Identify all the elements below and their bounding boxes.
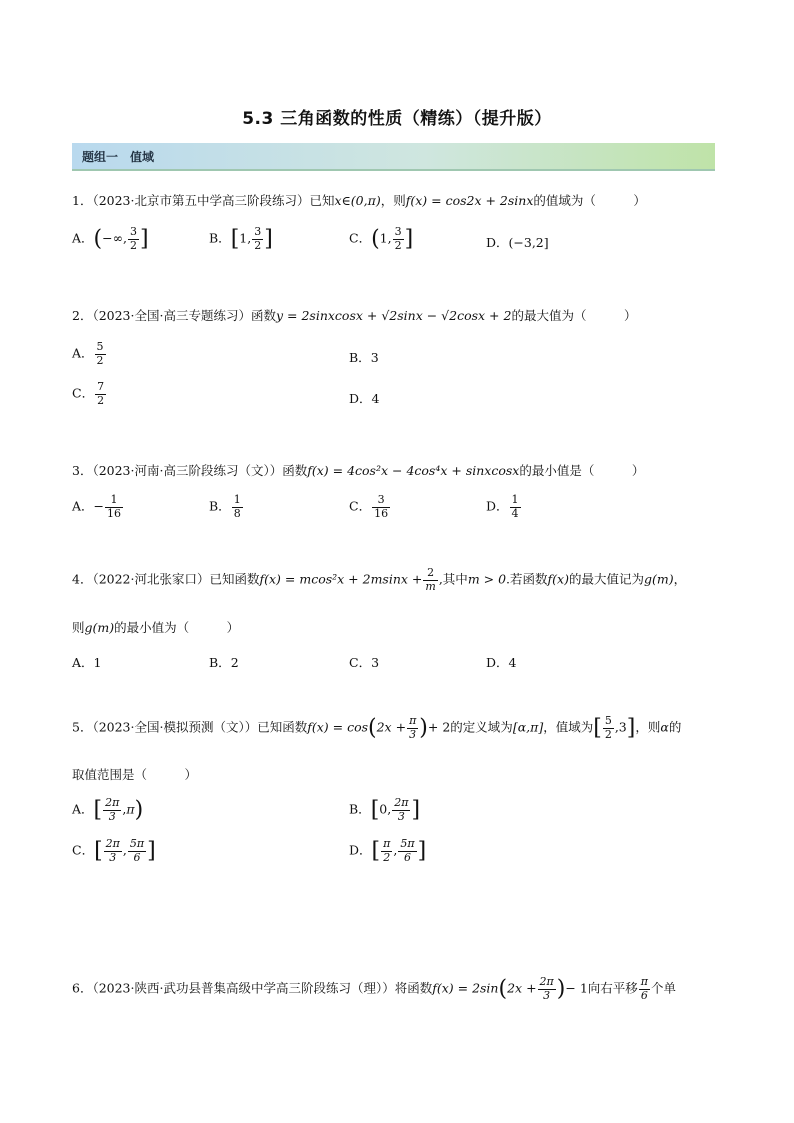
fraction-den: 16 [107, 506, 122, 520]
q4-option-a[interactable] [72, 653, 101, 671]
fraction-den: 6 [133, 850, 141, 864]
q5-option-d[interactable]: D．[ $\frac{\pi}{2}$ , $\frac{5\pi}{6}$ ] [349, 837, 427, 864]
fraction-num: 3 [372, 494, 390, 508]
question-text: 的最小值是（ ） [519, 463, 645, 478]
math-function: f(x) = cos2x + 2sinx [405, 193, 534, 208]
option-text: 4 [371, 391, 380, 406]
option-label: D． [349, 391, 372, 406]
option-text: 0 [379, 801, 388, 817]
math-expression: − 1 [565, 980, 588, 996]
question-source: （2023·全国·高三专题练习）函数 [92, 308, 276, 323]
q2-option-a[interactable] [72, 341, 107, 367]
fraction-den: 2 [394, 238, 402, 252]
question-text: .若函数 [506, 571, 548, 587]
question-5: 5．（2023·全国·模拟预测（文））已知函数f(x) = cos(2x + $\frac{\pi}{3}$ )+ 2的定义域为[α,π]，值域为[ $\frac{5}{2}$ ,3]，则α的 [72, 714, 682, 741]
question-text: 的最大值为（ ） [511, 308, 637, 323]
q1-option-b[interactable]: B．[1, $\frac{3}{2}$ ] [209, 225, 273, 252]
fraction-num: 2π [394, 796, 409, 809]
fraction-den: 3 [109, 850, 117, 864]
option-label: C． [349, 655, 372, 670]
fraction-num: 2π [105, 837, 120, 850]
fraction-den: 2 [97, 393, 105, 407]
option-sign: − [93, 498, 105, 514]
math-function: f(x) = mcos²x + 2msinx + [259, 571, 423, 587]
question-source: （2022·河北张家口）已知函数 [92, 571, 260, 587]
fraction-num: 1 [511, 493, 519, 506]
option-label: B． [209, 230, 231, 246]
fraction-den: 6 [640, 988, 648, 1002]
section-band [72, 143, 715, 171]
fraction-num: 5 [604, 714, 612, 727]
question-text: ， [673, 571, 687, 587]
q4-option-c[interactable] [349, 653, 379, 671]
math-expression: 2x + [376, 719, 407, 735]
question-text: 的值域为（ ） [533, 193, 646, 208]
option-label: C． [72, 385, 95, 401]
option-label: B． [209, 655, 231, 670]
fraction-num: 3 [394, 225, 402, 238]
option-label: A． [72, 655, 94, 670]
fraction-den: 8 [233, 506, 241, 520]
page-title: 5.3 三角函数的性质（精练）（提升版） [242, 109, 552, 129]
fraction-den: m [425, 579, 436, 593]
option-text: 3 [370, 350, 379, 365]
q1-option-a[interactable]: A．(−∞, $\frac{3}{2}$ ] [72, 225, 149, 252]
option-label: D． [486, 655, 509, 670]
math-symbol: α [660, 719, 669, 735]
option-label: A． [72, 801, 94, 817]
fraction-num: 5 [96, 340, 104, 353]
fraction-num: 3 [130, 225, 137, 238]
option-label: D． [486, 498, 509, 514]
fraction-num: 7 [97, 380, 105, 393]
option-text: π [126, 801, 135, 817]
fraction-num: 1 [105, 494, 123, 508]
fraction-num: 1 [233, 493, 241, 506]
question-text: 则 [72, 620, 85, 635]
question-number: 1． [72, 193, 93, 208]
question-text: ，则 [380, 193, 406, 208]
fraction-num: 2π [105, 796, 120, 809]
fraction-den: 2 [604, 727, 612, 741]
q3-option-a[interactable] [72, 494, 124, 520]
section-heading: 题组一 值域 [82, 150, 155, 164]
option-label: B． [349, 801, 371, 817]
option-label: C． [349, 230, 372, 246]
question-text: ,其中 [438, 571, 468, 587]
option-label: A． [72, 498, 94, 514]
question-text: 向右平移 [587, 980, 638, 996]
q3-option-d[interactable] [486, 494, 522, 520]
option-label: C． [72, 842, 95, 858]
math-condition: m > 0 [467, 571, 507, 587]
q4-option-d[interactable] [486, 653, 516, 671]
fraction-den: 3 [397, 809, 405, 823]
question-text: 的定义域为 [450, 719, 513, 735]
math-domain: [α,π] [512, 719, 544, 735]
q2-option-c[interactable] [72, 381, 107, 407]
fraction-num: 2π [539, 975, 554, 988]
question-2 [72, 306, 636, 324]
option-label: C． [349, 498, 372, 514]
question-6: 6．（2023·陕西·武功县普集高级中学高三阶段练习（理））将函数f(x) = 2sin(2x + $\frac{2\pi}{3}$ )− 1向右平移 $\frac{\pi}{6}$ 个单 [72, 975, 677, 1002]
option-text: (−3,2] [508, 235, 549, 250]
option-label: A． [72, 230, 94, 246]
math-expression: 2x + [507, 980, 537, 996]
fraction-num: 5π [129, 837, 145, 850]
q2-option-b[interactable] [349, 348, 379, 366]
math-function: f(x) = 2sin [432, 980, 499, 996]
fraction-den: 2 [96, 353, 104, 367]
math-range: ,3 [614, 719, 627, 735]
q3-option-c[interactable] [349, 494, 391, 520]
fraction-num: π [409, 714, 417, 727]
q1-option-d[interactable] [486, 233, 549, 251]
option-text: 1 [93, 655, 102, 670]
q4-option-b[interactable] [209, 653, 239, 671]
fraction-num: 2 [423, 567, 437, 581]
question-number: 3． [72, 463, 93, 478]
option-label: A． [72, 345, 94, 361]
option-text: 1, [379, 230, 392, 246]
question-1 [72, 191, 646, 209]
question-source: （2023·河南·高三阶段练习（文））函数 [92, 463, 308, 478]
math-function: g(m) [643, 571, 674, 587]
question-text: 个单 [651, 980, 677, 996]
math-function: y = 2sinxcosx + √2sinx − √2cosx + 2 [275, 308, 512, 323]
fraction-den: 16 [374, 506, 389, 520]
option-text: 4 [508, 655, 517, 670]
fraction-den: 3 [543, 988, 551, 1002]
fraction-den: 2 [130, 238, 137, 252]
q5-option-c[interactable]: C．[ $\frac{2\pi}{3}$ , $\frac{5\pi}{6}$ ] [72, 837, 156, 864]
math-function: f(x) = 4cos²x − 4cos⁴x + sinxcosx [307, 463, 520, 478]
question-source: （2023·陕西·武功县普集高级中学高三阶段练习（理））将函数 [92, 980, 433, 996]
question-5-line2: 取值范围是（ ） [72, 767, 198, 782]
question-source: （2023·全国·模拟预测（文））已知函数 [92, 719, 308, 735]
math-function: f(x) = cos [307, 719, 369, 735]
q5-option-a[interactable]: A．[ $\frac{2\pi}{3}$ ,π) [72, 796, 144, 823]
option-label: D． [349, 842, 372, 858]
question-number: 5． [72, 719, 93, 735]
question-text: 的 [668, 719, 682, 735]
fraction-den: 4 [511, 506, 519, 520]
question-3 [72, 461, 644, 479]
question-text: 的最大值记为 [568, 571, 644, 587]
option-label: D． [486, 235, 509, 250]
fraction-den: 6 [403, 850, 411, 864]
q2-option-d[interactable] [349, 389, 379, 407]
option-label: B． [349, 350, 371, 365]
option-text: 1, [239, 230, 252, 246]
fraction-den: 3 [108, 809, 116, 823]
math-condition: x∈(0,π) [334, 193, 381, 208]
math-function: g(m) [84, 620, 115, 635]
fraction-num: π [640, 975, 649, 988]
option-text: 3 [371, 655, 380, 670]
question-text: ，值域为 [543, 719, 594, 735]
question-source: （2023·北京市第五中学高三阶段练习）已知 [92, 193, 335, 208]
math-expression: + 2 [427, 719, 451, 735]
q1-option-c[interactable]: C．(1, $\frac{3}{2}$ ] [349, 225, 414, 252]
fraction-den: 2 [254, 238, 262, 252]
question-text: ，则 [635, 719, 661, 735]
option-text: −∞, [102, 230, 127, 246]
question-number: 6． [72, 980, 93, 996]
question-text: 的最小值为（ ） [114, 620, 240, 635]
question-number: 2． [72, 308, 93, 323]
option-text: 2 [230, 655, 239, 670]
question-number: 4． [72, 571, 93, 587]
q3-option-b[interactable] [209, 494, 244, 520]
question-4 [72, 567, 686, 593]
math-function: f(x) [547, 571, 569, 587]
option-label: B． [209, 498, 231, 514]
question-4-line2 [72, 618, 239, 636]
fraction-num: 3 [254, 225, 262, 238]
fraction-num: π [383, 837, 391, 850]
q5-option-b[interactable]: B．[0, $\frac{2\pi}{3}$ ] [349, 796, 421, 823]
fraction-den: 3 [409, 727, 417, 741]
fraction-num: 5π [400, 837, 415, 850]
fraction-den: 2 [383, 850, 391, 864]
